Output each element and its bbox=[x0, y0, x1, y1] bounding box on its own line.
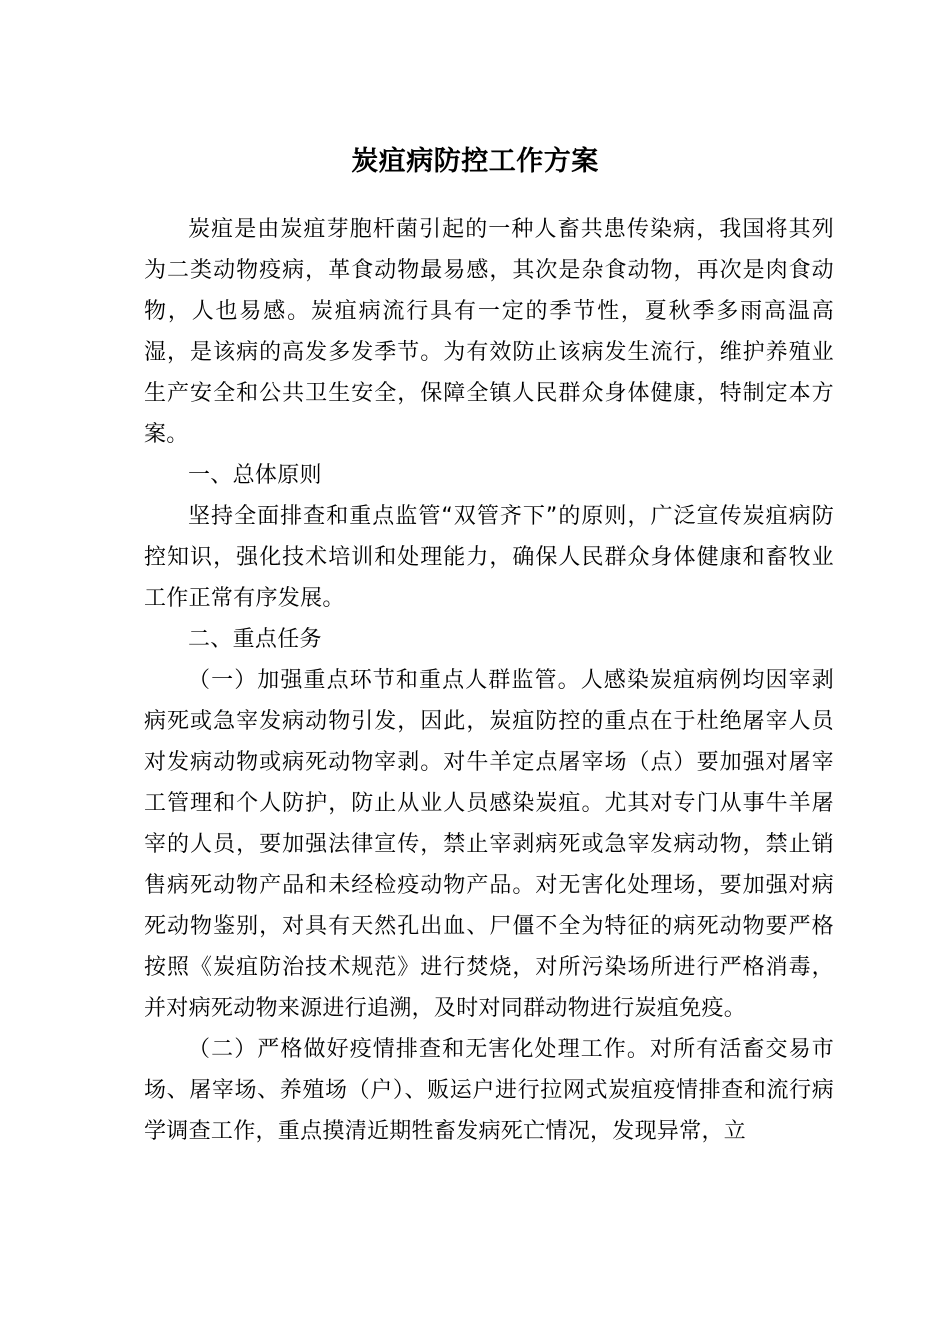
document-body bbox=[144, 209, 834, 1152]
section-heading-tasks: 二、重点任务 bbox=[188, 627, 322, 652]
principles-paragraph: 坚持全面排查和重点监管“双管齐下”的原则，广泛宣传炭疽病防控知识，强化技术培训和处理能力，确保人民群众身体健康和畜牧业工作正常有序发展。 bbox=[144, 504, 834, 611]
task-item-1-paragraph: （一）加强重点环节和重点人群监管。人感染炭疽病例均因宰剥病死或急宰发病动物引发，因此，炭疽防控的重点在于杜绝屠宰人员对发病动物或病死动物宰剥。对牛羊定点屠宰场（点）要加强对屠宰工管理和个人防护，防止从业人员感染炭疽。尤其对专门从事牛羊屠宰的人员，要加强法律宣传，禁止宰剥病死或急宰发病动物，禁止销售病死动物产品和未经检疫动物产品。对无害化处理场，要加强对病死动物鉴别，对具有天然孔出血、尸僵不全为特征的病死动物要严格按照《炭疽防治技术规范》进行焚烧，对所污染场所进行严格消毒，并对病死动物来源进行追溯，及时对同群动物进行炭疽免疫。 bbox=[144, 668, 834, 1021]
task-item-2-paragraph: （二）严格做好疫情排查和无害化处理工作。对所有活畜交易市场、屠宰场、养殖场（户）、贩运户进行拉网式炭疽疫情排查和流行病学调查工作，重点摸清近期牲畜发病死亡情况，发现异常，立 bbox=[144, 1037, 834, 1144]
intro-paragraph: 炭疽是由炭疽芽胞杆菌引起的一种人畜共患传染病，我国将其列为二类动物疫病，革食动物最易感，其次是杂食动物，再次是肉食动物，人也易感。炭疽病流行具有一定的季节性，夏秋季多雨高温高湿，是该病的高发多发季节。为有效防止该病发生流行，维护养殖业生产安全和公共卫生安全，保障全镇人民群众身体健康，特制定本方案。 bbox=[144, 217, 834, 447]
document-title: 炭疽病防控工作方案 bbox=[351, 146, 599, 177]
section-heading-principles: 一、总体原则 bbox=[188, 463, 322, 488]
